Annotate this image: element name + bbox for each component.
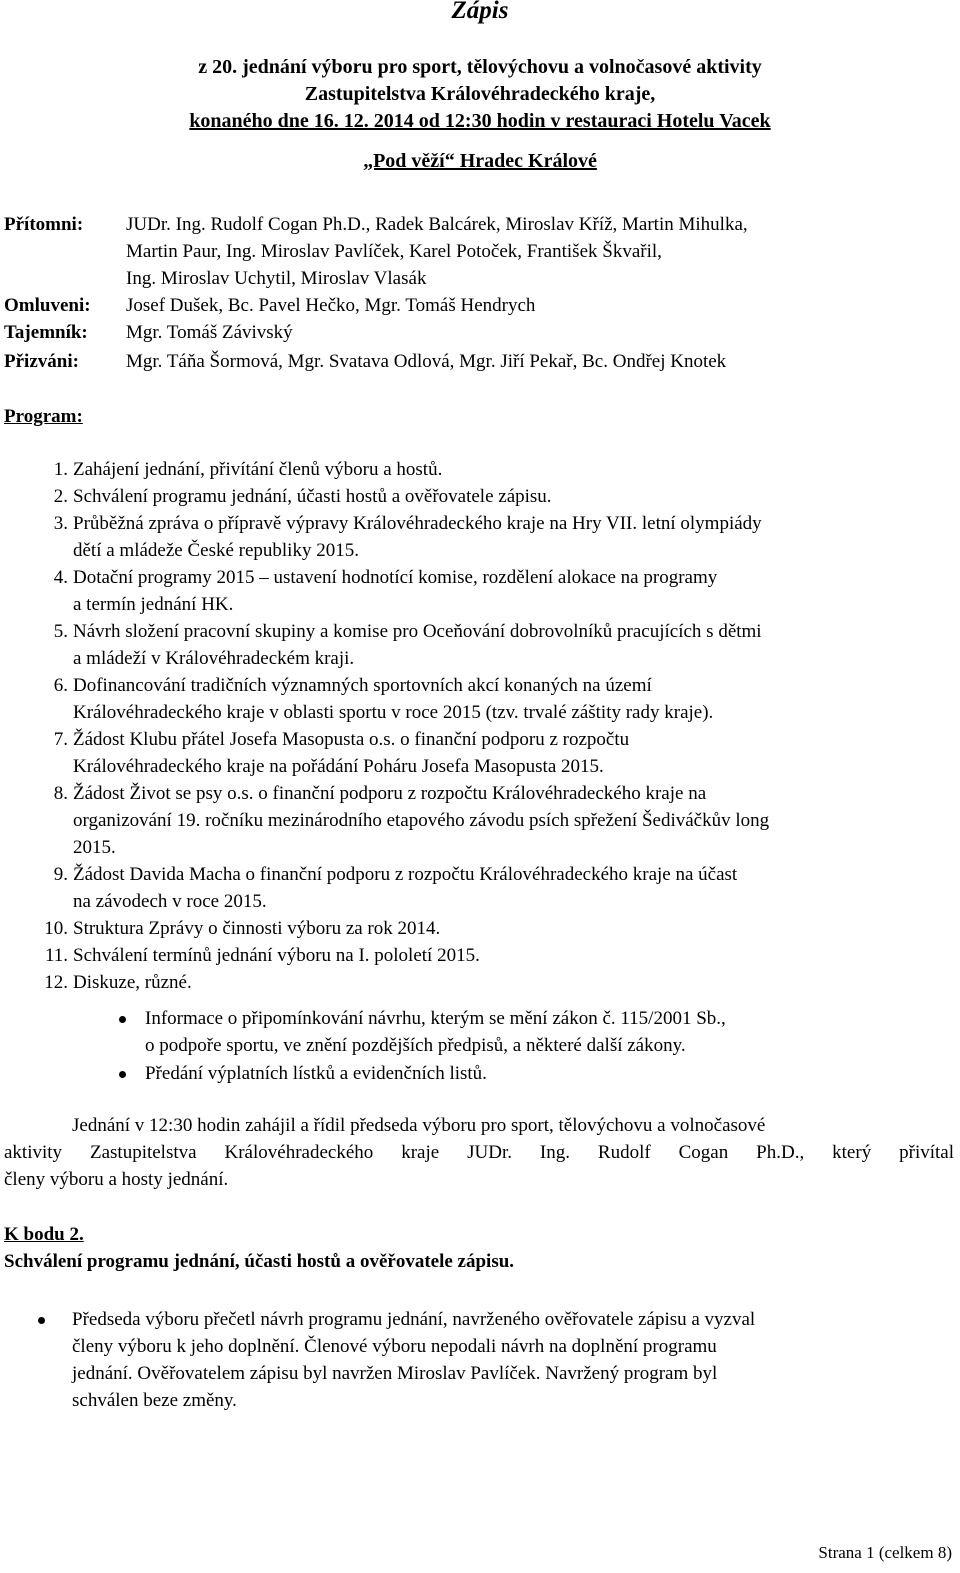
program-item-text: dětí a mládeže České republiky 2015. (73, 540, 359, 561)
section-bullet-line-4: schválen beze změny. (72, 1390, 237, 1411)
program-item (4, 510, 944, 564)
bullet-dot-icon (119, 1016, 126, 1023)
program-item-number: 2. (53, 486, 68, 507)
bullet-dot-icon (119, 1071, 126, 1078)
program-item-number: 7. (53, 729, 68, 750)
program-item (4, 915, 944, 942)
program-item-text: 2015. (73, 837, 116, 858)
program-item-text: Průběžná zpráva o přípravě výpravy Královéhradeckého kraje na Hry VII. letní olympiády (73, 513, 762, 534)
secretary-name: Mgr. Tomáš Závivský (126, 322, 293, 343)
section-heading: K bodu 2. (4, 1224, 84, 1245)
program-item (4, 780, 944, 861)
program-item-text: Královéhradeckého kraje v oblasti sportu v roce 2015 (tzv. trvalé záštity rady kraje). (73, 702, 714, 723)
program-item-text: Struktura Zprávy o činnosti výboru za rok 2014. (73, 918, 441, 939)
opening-line-1: Jednání v 12:30 hodin zahájil a řídil předseda výboru pro sport, tělovýchovu a volnočasové (72, 1115, 766, 1136)
program-item-number: 9. (53, 864, 68, 885)
section-bullet-line-1: Předseda výboru přečetl návrh programu jednání, navrženého ověřovatele zápisu a vyzval (72, 1309, 756, 1330)
program-item-text: Žádost Davida Macha o finanční podporu z rozpočtu Královéhradeckého kraje na účast (73, 864, 738, 885)
invited-label: Přizváni: (4, 351, 79, 372)
program-item-text: Diskuze, různé. (73, 972, 192, 993)
program-item-number: 12. (44, 972, 68, 993)
excused-names: Josef Dušek, Bc. Pavel Hečko, Mgr. Tomáš Hendrych (126, 295, 536, 316)
opening-line-2: aktivity Zastupitelstva Královéhradeckého kraje JUDr. Ing. Rudolf Cogan Ph.D., který přivítal (4, 1142, 954, 1163)
section-bullet-line-2: členy výboru k jeho doplnění. Členové výboru nepodali návrh na doplnění programu (72, 1336, 717, 1357)
program-item-text: Dofinancování tradičních významných sportovních akcí konaných na území (73, 675, 652, 696)
program-item-text: Schválení programu jednání, účasti hostů a ověřovatele zápisu. (73, 486, 552, 507)
program-item-number: 5. (53, 621, 68, 642)
program-item-text: a mládeží v Královéhradeckém kraji. (73, 648, 355, 669)
program-item (4, 861, 944, 915)
program-item-number: 4. (53, 567, 68, 588)
program-item (4, 969, 944, 996)
page-number: Strana 1 (celkem 8) (818, 1543, 952, 1562)
header-line-4-text: „Pod věží“ Hradec Králové (363, 150, 597, 172)
program-item (4, 483, 944, 510)
program-item-number: 6. (53, 675, 68, 696)
excused-label: Omluveni: (4, 295, 91, 316)
present-line-2: Martin Paur, Ing. Miroslav Pavlíček, Karel Potoček, František Škvařil, (126, 241, 662, 262)
program-item-text: organizování 19. ročníku mezinárodního etapového závodu psích spřežení Šediváčkův long (73, 810, 770, 831)
subbullet-1-line-2: o podpoře sportu, ve znění pozdějších předpisů, a některé další zákony. (145, 1035, 686, 1056)
header-line-4 (0, 148, 960, 175)
program-item (4, 942, 944, 969)
document-title: Zápis (451, 0, 509, 24)
program-heading: Program: (4, 406, 83, 427)
program-item-text: Dotační programy 2015 – ustavení hodnotící komise, rozdělení alokace na programy (73, 567, 718, 588)
present-line-3: Ing. Miroslav Uchytil, Miroslav Vlasák (126, 268, 427, 289)
header-line-3-text: konaného dne 16. 12. 2014 od 12:30 hodin v restauraci Hotelu Vacek (189, 110, 771, 132)
program-item-text: Žádost Život se psy o.s. o finanční podporu z rozpočtu Královéhradeckého kraje na (73, 783, 707, 804)
program-item-text: a termín jednání HK. (73, 594, 234, 615)
invited-names: Mgr. Táňa Šormová, Mgr. Svatava Odlová, Mgr. Jiří Pekař, Bc. Ondřej Knotek (126, 351, 727, 372)
program-item-text: Královéhradeckého kraje na pořádání Poháru Josefa Masopusta 2015. (73, 756, 604, 777)
subbullet-2-line-1: Předání výplatních lístků a evidenčních listů. (145, 1063, 487, 1084)
program-item-text: Žádost Klubu přátel Josefa Masopusta o.s. o finanční podporu z rozpočtu (73, 729, 630, 750)
program-item-number: 1. (53, 459, 68, 480)
header-line-3 (0, 108, 960, 135)
program-item-text: Návrh složení pracovní skupiny a komise pro Oceňování dobrovolníků pracujících s dětmi (73, 621, 762, 642)
section-bullet-line-3: jednání. Ověřovatelem zápisu byl navržen Miroslav Pavlíček. Navržený program byl (72, 1363, 718, 1384)
header-line-2: Zastupitelstva Královéhradeckého kraje, (304, 83, 656, 105)
program-item (4, 564, 944, 618)
secretary-label: Tajemník: (4, 322, 88, 343)
section-title: Schválení programu jednání, účasti hostů a ověřovatele zápisu. (4, 1251, 515, 1272)
program-item-number: 10. (44, 918, 68, 939)
program-item-number: 3. (53, 513, 68, 534)
program-item-number: 11. (44, 945, 68, 966)
present-line-1: JUDr. Ing. Rudolf Cogan Ph.D., Radek Balcárek, Miroslav Kříž, Martin Mihulka, (126, 214, 748, 235)
bullet-dot-icon (38, 1317, 45, 1324)
program-item-number: 8. (53, 783, 68, 804)
program-item-text: na závodech v roce 2015. (73, 891, 267, 912)
program-item-text: Zahájení jednání, přivítání členů výboru a hostů. (73, 459, 443, 480)
program-item (4, 618, 944, 672)
program-item (4, 672, 944, 726)
program-item (4, 726, 944, 780)
header-line-1: z 20. jednání výboru pro sport, tělovýchovu a volnočasové aktivity (198, 56, 762, 78)
program-item-text: Schválení termínů jednání výboru na I. pololetí 2015. (73, 945, 480, 966)
present-label: Přítomni: (4, 214, 84, 235)
opening-line-3: členy výboru a hosty jednání. (4, 1169, 229, 1190)
program-item (4, 456, 944, 483)
subbullet-1-line-1: Informace o připomínkování návrhu, kterým se mění zákon č. 115/2001 Sb., (145, 1008, 726, 1029)
